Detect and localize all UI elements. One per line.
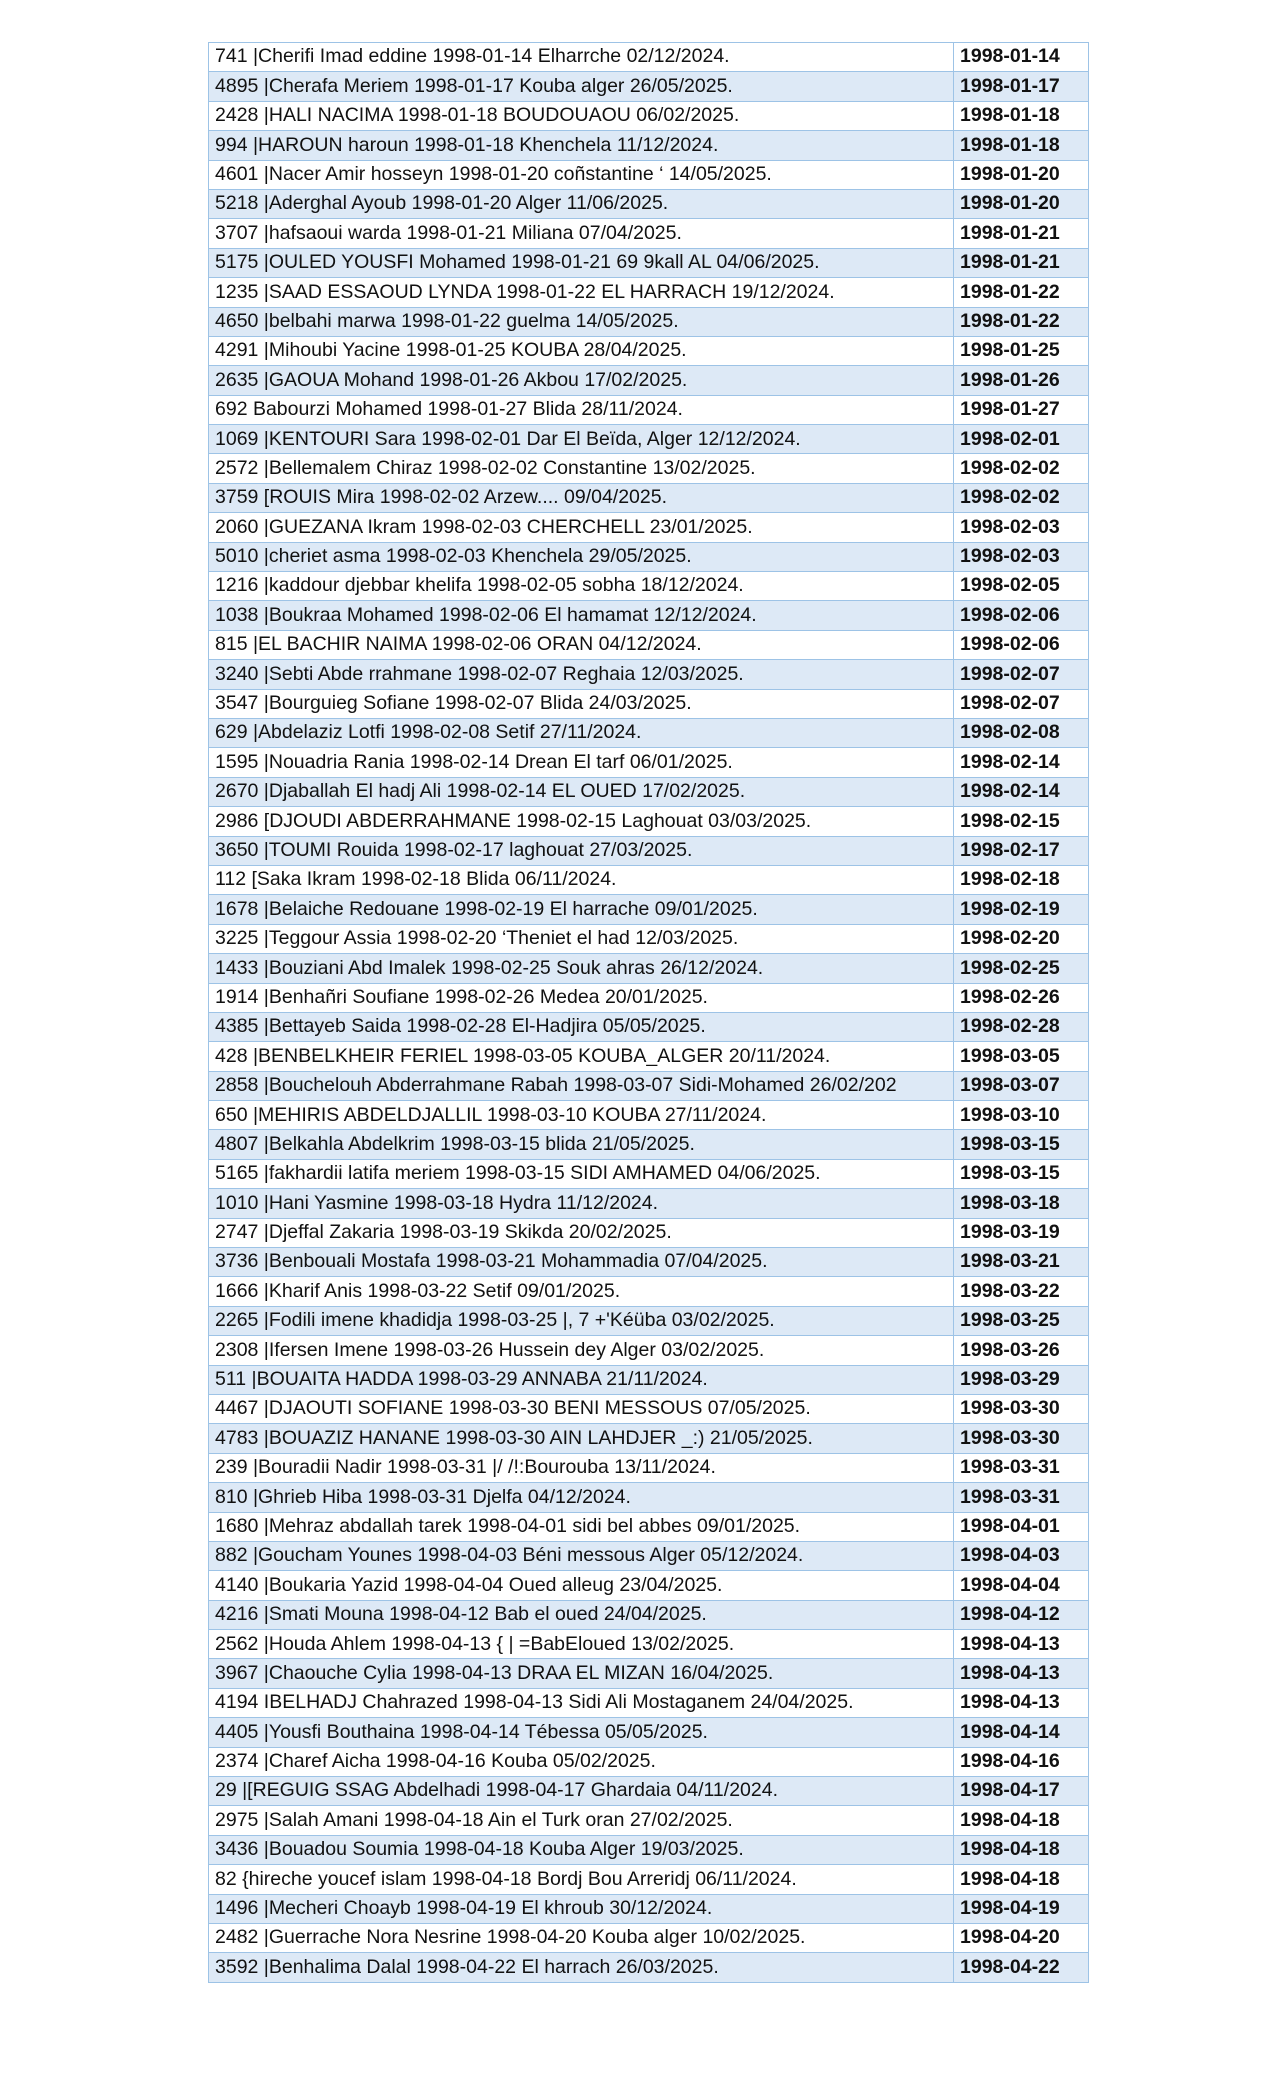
table-row <box>209 895 1089 924</box>
birth-date-cell: 1998-03-29 <box>954 1365 1089 1394</box>
record-text-cell: 1433 |Bouziani Abd Imalek 1998-02-25 Souk ahras 26/12/2024. <box>209 954 954 983</box>
record-text-cell: 1595 |Nouadria Rania 1998-02-14 Drean El tarf 06/01/2025. <box>209 748 954 777</box>
record-text-cell: 2747 |Djeffal Zakaria 1998-03-19 Skikda 20/02/2025. <box>209 1218 954 1247</box>
table-row <box>209 1718 1089 1747</box>
record-text-cell: 4216 |Smati Mouna 1998-04-12 Bab el oued 24/04/2025. <box>209 1600 954 1629</box>
birth-date-cell: 1998-04-13 <box>954 1688 1089 1717</box>
table-row <box>209 1394 1089 1423</box>
record-text-cell: 3592 |Benhalima Dalal 1998-04-22 El harrach 26/03/2025. <box>209 1953 954 1982</box>
table-row <box>209 924 1089 953</box>
birth-date-cell: 1998-01-20 <box>954 160 1089 189</box>
record-text-cell: 511 |BOUAITA HADDA 1998-03-29 ANNABA 21/11/2024. <box>209 1365 954 1394</box>
birth-date-cell: 1998-03-22 <box>954 1277 1089 1306</box>
table-row <box>209 160 1089 189</box>
table-row <box>209 1688 1089 1717</box>
table-row <box>209 1659 1089 1688</box>
record-text-cell: 82 {hireche youcef islam 1998-04-18 Bordj Bou Arreridj 06/11/2024. <box>209 1865 954 1894</box>
record-text-cell: 629 |Abdelaziz Lotfi 1998-02-08 Setif 27/11/2024. <box>209 718 954 747</box>
table-row <box>209 1306 1089 1335</box>
table-row <box>209 1071 1089 1100</box>
birth-date-cell: 1998-03-21 <box>954 1248 1089 1277</box>
record-text-cell: 741 |Cherifi Imad eddine 1998-01-14 Elharrche 02/12/2024. <box>209 43 954 72</box>
record-text-cell: 1496 |Mecheri Choayb 1998-04-19 El khroub 30/12/2024. <box>209 1894 954 1923</box>
birth-date-cell: 1998-01-18 <box>954 131 1089 160</box>
birth-date-cell: 1998-04-20 <box>954 1924 1089 1953</box>
table-row <box>209 807 1089 836</box>
birth-date-cell: 1998-03-30 <box>954 1424 1089 1453</box>
table-row <box>209 718 1089 747</box>
table-row <box>209 1835 1089 1864</box>
record-text-cell: 882 |Goucham Younes 1998-04-03 Béni messous Alger 05/12/2024. <box>209 1541 954 1570</box>
table-row <box>209 1159 1089 1188</box>
table-row <box>209 1365 1089 1394</box>
record-text-cell: 3650 |TOUMI Rouida 1998-02-17 laghouat 27/03/2025. <box>209 836 954 865</box>
table-row <box>209 836 1089 865</box>
record-text-cell: 1666 |Kharif Anis 1998-03-22 Setif 09/01/2025. <box>209 1277 954 1306</box>
birth-date-cell: 1998-02-02 <box>954 483 1089 512</box>
record-text-cell: 4783 |BOUAZIZ HANANE 1998-03-30 AIN LAHDJER _:) 21/05/2025. <box>209 1424 954 1453</box>
table-row <box>209 1277 1089 1306</box>
birth-date-cell: 1998-04-17 <box>954 1777 1089 1806</box>
birth-date-cell: 1998-03-31 <box>954 1453 1089 1482</box>
record-text-cell: 2975 |Salah Amani 1998-04-18 Ain el Turk oran 27/02/2025. <box>209 1806 954 1835</box>
record-text-cell: 2060 |GUEZANA Ikram 1998-02-03 CHERCHELL 23/01/2025. <box>209 513 954 542</box>
birth-date-cell: 1998-02-03 <box>954 542 1089 571</box>
table-row <box>209 189 1089 218</box>
birth-date-cell: 1998-01-26 <box>954 366 1089 395</box>
birth-date-cell: 1998-02-07 <box>954 660 1089 689</box>
record-text-cell: 2635 |GAOUA Mohand 1998-01-26 Akbou 17/02/2025. <box>209 366 954 395</box>
birth-date-cell: 1998-01-18 <box>954 101 1089 130</box>
birth-date-cell: 1998-04-01 <box>954 1512 1089 1541</box>
table-row <box>209 748 1089 777</box>
record-text-cell: 3707 |hafsaoui warda 1998-01-21 Miliana 07/04/2025. <box>209 219 954 248</box>
table-row <box>209 865 1089 894</box>
table-row <box>209 513 1089 542</box>
birth-date-cell: 1998-04-14 <box>954 1718 1089 1747</box>
record-text-cell: 2858 |Bouchelouh Abderrahmane Rabah 1998-03-07 Sidi-Mohamed 26/02/202 <box>209 1071 954 1100</box>
record-text-cell: 5218 |Aderghal Ayoub 1998-01-20 Alger 11/06/2025. <box>209 189 954 218</box>
record-text-cell: 29 |[REGUIG SSAG Abdelhadi 1998-04-17 Ghardaia 04/11/2024. <box>209 1777 954 1806</box>
birth-date-cell: 1998-04-19 <box>954 1894 1089 1923</box>
table-row <box>209 483 1089 512</box>
birth-date-cell: 1998-02-20 <box>954 924 1089 953</box>
birth-date-cell: 1998-04-18 <box>954 1865 1089 1894</box>
record-text-cell: 1680 |Mehraz abdallah tarek 1998-04-01 sidi bel abbes 09/01/2025. <box>209 1512 954 1541</box>
birth-date-cell: 1998-01-14 <box>954 43 1089 72</box>
table-row <box>209 1865 1089 1894</box>
table-row <box>209 601 1089 630</box>
record-text-cell: 4895 |Cherafa Meriem 1998-01-17 Kouba alger 26/05/2025. <box>209 72 954 101</box>
birth-date-cell: 1998-04-18 <box>954 1835 1089 1864</box>
birth-date-cell: 1998-04-18 <box>954 1806 1089 1835</box>
record-text-cell: 4291 |Mihoubi Yacine 1998-01-25 KOUBA 28/04/2025. <box>209 336 954 365</box>
birth-date-cell: 1998-03-30 <box>954 1394 1089 1423</box>
birth-date-cell: 1998-02-07 <box>954 689 1089 718</box>
record-text-cell: 3759 [ROUIS Mira 1998-02-02 Arzew.... 09/04/2025. <box>209 483 954 512</box>
record-text-cell: 3436 |Bouadou Soumia 1998-04-18 Kouba Alger 19/03/2025. <box>209 1835 954 1864</box>
record-text-cell: 3240 |Sebti Abde rrahmane 1998-02-07 Reghaia 12/03/2025. <box>209 660 954 689</box>
birth-date-cell: 1998-02-28 <box>954 1012 1089 1041</box>
birth-date-cell: 1998-03-19 <box>954 1218 1089 1247</box>
record-text-cell: 1069 |KENTOURI Sara 1998-02-01 Dar El Beïda, Alger 12/12/2024. <box>209 425 954 454</box>
birth-date-cell: 1998-04-04 <box>954 1571 1089 1600</box>
record-text-cell: 5010 |cheriet asma 1998-02-03 Khenchela 29/05/2025. <box>209 542 954 571</box>
birth-date-cell: 1998-03-25 <box>954 1306 1089 1335</box>
record-text-cell: 1914 |Benhañri Soufiane 1998-02-26 Medea 20/01/2025. <box>209 983 954 1012</box>
birth-date-cell: 1998-03-07 <box>954 1071 1089 1100</box>
birth-date-cell: 1998-02-15 <box>954 807 1089 836</box>
table-row <box>209 219 1089 248</box>
table-row <box>209 542 1089 571</box>
birth-date-cell: 1998-04-13 <box>954 1630 1089 1659</box>
record-text-cell: 3225 |Teggour Assia 1998-02-20 ‘Theniet el had 12/03/2025. <box>209 924 954 953</box>
birth-date-cell: 1998-02-05 <box>954 572 1089 601</box>
record-text-cell: 4467 |DJAOUTI SOFIANE 1998-03-30 BENI MESSOUS 07/05/2025. <box>209 1394 954 1423</box>
table-row <box>209 1336 1089 1365</box>
birth-date-cell: 1998-01-20 <box>954 189 1089 218</box>
table-row <box>209 983 1089 1012</box>
record-text-cell: 3736 |Benbouali Mostafa 1998-03-21 Mohammadia 07/04/2025. <box>209 1248 954 1277</box>
birth-date-cell: 1998-02-06 <box>954 630 1089 659</box>
record-text-cell: 112 [Saka Ikram 1998-02-18 Blida 06/11/2024. <box>209 865 954 894</box>
table-row <box>209 72 1089 101</box>
birth-date-cell: 1998-02-02 <box>954 454 1089 483</box>
record-text-cell: 3967 |Chaouche Cylia 1998-04-13 DRAA EL MIZAN 16/04/2025. <box>209 1659 954 1688</box>
record-text-cell: 428 |BENBELKHEIR FERIEL 1998-03-05 KOUBA_ALGER 20/11/2024. <box>209 1042 954 1071</box>
birth-date-cell: 1998-03-15 <box>954 1130 1089 1159</box>
table-row <box>209 1630 1089 1659</box>
birth-date-cell: 1998-01-17 <box>954 72 1089 101</box>
table-row <box>209 1747 1089 1776</box>
record-text-cell: 1038 |Boukraa Mohamed 1998-02-06 El hamamat 12/12/2024. <box>209 601 954 630</box>
birth-date-cell: 1998-02-14 <box>954 748 1089 777</box>
table-row <box>209 630 1089 659</box>
record-text-cell: 2670 |Djaballah El hadj Ali 1998-02-14 EL OUED 17/02/2025. <box>209 777 954 806</box>
record-text-cell: 239 |Bouradii Nadir 1998-03-31 |/ /!:Bourouba 13/11/2024. <box>209 1453 954 1482</box>
table-row <box>209 336 1089 365</box>
record-text-cell: 2265 |Fodili imene khadidja 1998-03-25 |, 7 +'Kéüba 03/02/2025. <box>209 1306 954 1335</box>
birth-date-cell: 1998-04-22 <box>954 1953 1089 1982</box>
table-row <box>209 307 1089 336</box>
table-row <box>209 1777 1089 1806</box>
record-text-cell: 2482 |Guerrache Nora Nesrine 1998-04-20 Kouba alger 10/02/2025. <box>209 1924 954 1953</box>
record-text-cell: 1235 |SAAD ESSAOUD LYNDA 1998-01-22 EL HARRACH 19/12/2024. <box>209 278 954 307</box>
record-text-cell: 4405 |Yousfi Bouthaina 1998-04-14 Tébessa 05/05/2025. <box>209 1718 954 1747</box>
record-text-cell: 4140 |Boukaria Yazid 1998-04-04 Oued alleug 23/04/2025. <box>209 1571 954 1600</box>
record-text-cell: 810 |Ghrieb Hiba 1998-03-31 Djelfa 04/12/2024. <box>209 1483 954 1512</box>
record-text-cell: 692 Babourzi Mohamed 1998-01-27 Blida 28/11/2024. <box>209 395 954 424</box>
record-text-cell: 4194 IBELHADJ Chahrazed 1998-04-13 Sidi Ali Mostaganem 24/04/2025. <box>209 1688 954 1717</box>
birth-date-cell: 1998-02-25 <box>954 954 1089 983</box>
birth-date-cell: 1998-04-03 <box>954 1541 1089 1570</box>
record-text-cell: 815 |EL BACHIR NAIMA 1998-02-06 ORAN 04/12/2024. <box>209 630 954 659</box>
table-row <box>209 1189 1089 1218</box>
table-row <box>209 1806 1089 1835</box>
table-row <box>209 572 1089 601</box>
birth-date-cell: 1998-01-27 <box>954 395 1089 424</box>
table-row <box>209 954 1089 983</box>
record-text-cell: 4385 |Bettayeb Saida 1998-02-28 El-Hadjira 05/05/2025. <box>209 1012 954 1041</box>
table-row <box>209 1541 1089 1570</box>
birth-date-cell: 1998-03-10 <box>954 1101 1089 1130</box>
birth-date-cell: 1998-02-26 <box>954 983 1089 1012</box>
birth-date-cell: 1998-02-01 <box>954 425 1089 454</box>
birth-date-cell: 1998-01-22 <box>954 307 1089 336</box>
table-row <box>209 777 1089 806</box>
table-row <box>209 395 1089 424</box>
table-row <box>209 1042 1089 1071</box>
birth-date-cell: 1998-03-18 <box>954 1189 1089 1218</box>
birth-date-cell: 1998-02-06 <box>954 601 1089 630</box>
birth-date-cell: 1998-03-15 <box>954 1159 1089 1188</box>
birth-date-cell: 1998-03-05 <box>954 1042 1089 1071</box>
record-text-cell: 1678 |Belaiche Redouane 1998-02-19 El harrache 09/01/2025. <box>209 895 954 924</box>
record-text-cell: 2428 |HALI NACIMA 1998-01-18 BOUDOUAOU 06/02/2025. <box>209 101 954 130</box>
table-row <box>209 1012 1089 1041</box>
birth-date-cell: 1998-02-17 <box>954 836 1089 865</box>
table-row <box>209 43 1089 72</box>
record-text-cell: 4650 |belbahi marwa 1998-01-22 guelma 14/05/2025. <box>209 307 954 336</box>
record-text-cell: 2562 |Houda Ahlem 1998-04-13 { | =BabEloued 13/02/2025. <box>209 1630 954 1659</box>
records-table-body <box>209 43 1089 1983</box>
table-row <box>209 1600 1089 1629</box>
table-row <box>209 1483 1089 1512</box>
record-text-cell: 1010 |Hani Yasmine 1998-03-18 Hydra 11/12/2024. <box>209 1189 954 1218</box>
record-text-cell: 2986 [DJOUDI ABDERRAHMANE 1998-02-15 Laghouat 03/03/2025. <box>209 807 954 836</box>
table-row <box>209 1248 1089 1277</box>
record-text-cell: 5165 |fakhardii latifa meriem 1998-03-15 SIDI AMHAMED 04/06/2025. <box>209 1159 954 1188</box>
birth-date-cell: 1998-02-19 <box>954 895 1089 924</box>
birth-date-cell: 1998-04-16 <box>954 1747 1089 1776</box>
birth-date-cell: 1998-03-31 <box>954 1483 1089 1512</box>
birth-date-cell: 1998-02-03 <box>954 513 1089 542</box>
birth-date-cell: 1998-01-22 <box>954 278 1089 307</box>
table-row <box>209 1924 1089 1953</box>
table-row <box>209 1130 1089 1159</box>
table-row <box>209 1894 1089 1923</box>
birth-date-cell: 1998-02-14 <box>954 777 1089 806</box>
table-row <box>209 1453 1089 1482</box>
record-text-cell: 2572 |Bellemalem Chiraz 1998-02-02 Constantine 13/02/2025. <box>209 454 954 483</box>
record-text-cell: 2308 |Ifersen Imene 1998-03-26 Hussein dey Alger 03/02/2025. <box>209 1336 954 1365</box>
table-row <box>209 278 1089 307</box>
table-row <box>209 101 1089 130</box>
birth-date-cell: 1998-02-18 <box>954 865 1089 894</box>
birth-date-cell: 1998-01-21 <box>954 219 1089 248</box>
records-table <box>208 42 1089 1983</box>
record-text-cell: 4807 |Belkahla Abdelkrim 1998-03-15 blida 21/05/2025. <box>209 1130 954 1159</box>
table-row <box>209 1953 1089 1982</box>
table-row <box>209 1512 1089 1541</box>
record-text-cell: 4601 |Nacer Amir hosseyn 1998-01-20 coñstantine ‘ 14/05/2025. <box>209 160 954 189</box>
table-row <box>209 689 1089 718</box>
birth-date-cell: 1998-04-13 <box>954 1659 1089 1688</box>
table-row <box>209 425 1089 454</box>
table-row <box>209 366 1089 395</box>
table-row <box>209 1218 1089 1247</box>
birth-date-cell: 1998-03-26 <box>954 1336 1089 1365</box>
record-text-cell: 2374 |Charef Aicha 1998-04-16 Kouba 05/02/2025. <box>209 1747 954 1776</box>
birth-date-cell: 1998-04-12 <box>954 1600 1089 1629</box>
record-text-cell: 1216 |kaddour djebbar khelifa 1998-02-05 sobha 18/12/2024. <box>209 572 954 601</box>
birth-date-cell: 1998-01-21 <box>954 248 1089 277</box>
table-row <box>209 1101 1089 1130</box>
record-text-cell: 5175 |OULED YOUSFI Mohamed 1998-01-21 69 9kall AL 04/06/2025. <box>209 248 954 277</box>
record-text-cell: 650 |MEHIRIS ABDELDJALLIL 1998-03-10 KOUBA 27/11/2024. <box>209 1101 954 1130</box>
record-text-cell: 3547 |Bourguieg Sofiane 1998-02-07 Blida 24/03/2025. <box>209 689 954 718</box>
table-row <box>209 131 1089 160</box>
table-row <box>209 454 1089 483</box>
birth-date-cell: 1998-02-08 <box>954 718 1089 747</box>
birth-date-cell: 1998-01-25 <box>954 336 1089 365</box>
table-row <box>209 248 1089 277</box>
table-row <box>209 1424 1089 1453</box>
table-row <box>209 660 1089 689</box>
table-row <box>209 1571 1089 1600</box>
record-text-cell: 994 |HAROUN haroun 1998-01-18 Khenchela 11/12/2024. <box>209 131 954 160</box>
